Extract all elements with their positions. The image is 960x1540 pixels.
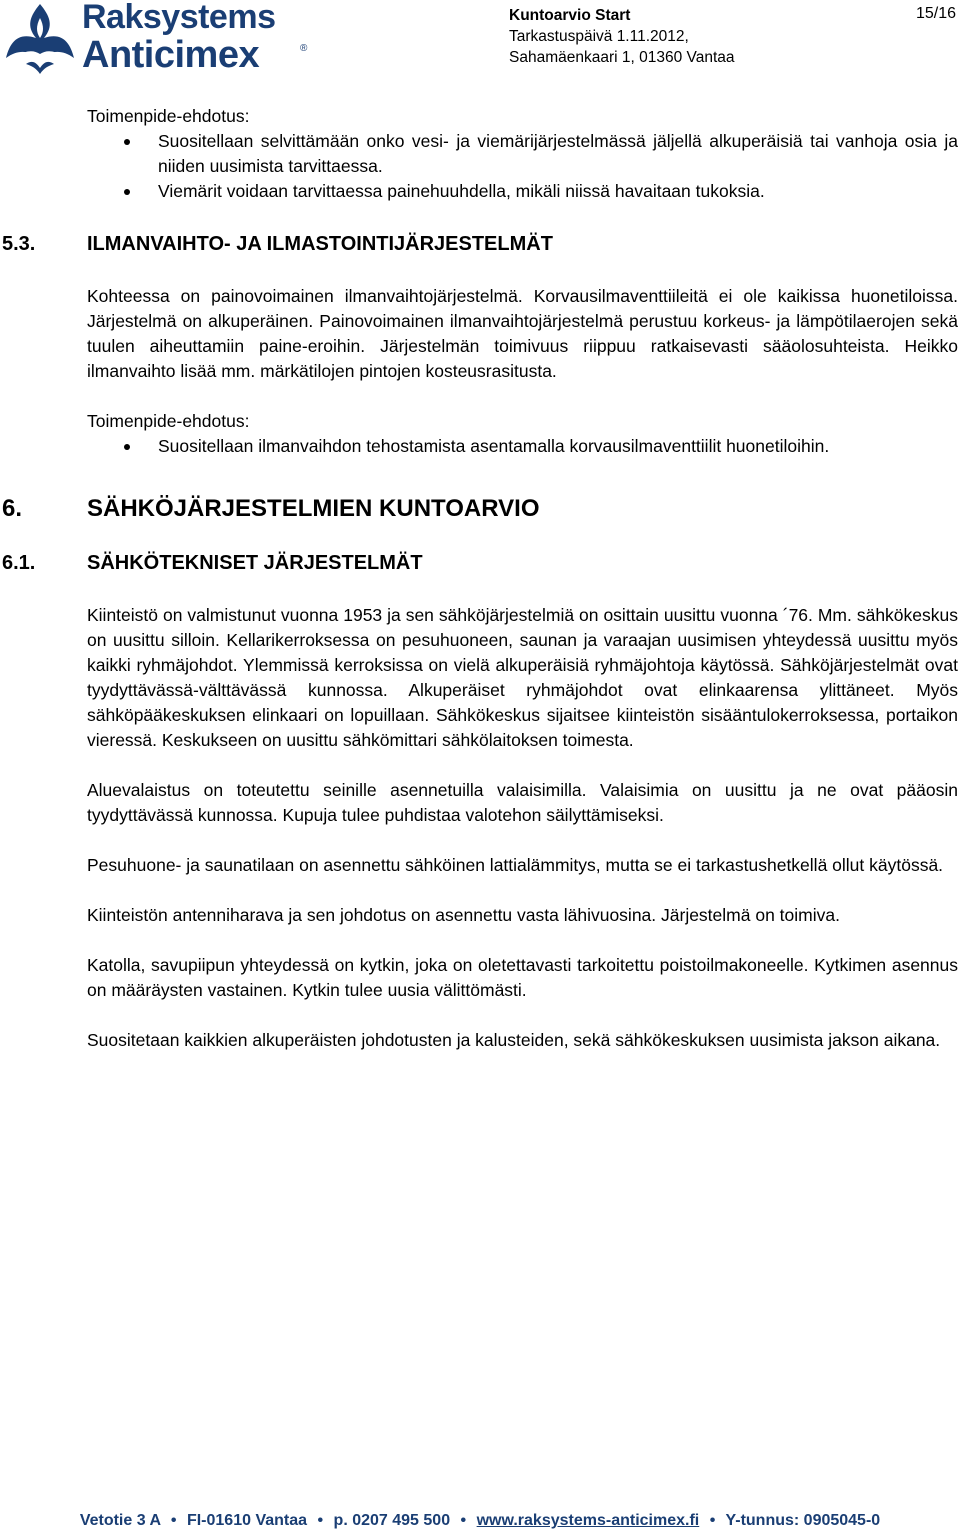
chapter-heading (2, 495, 958, 522)
footer-postal: FI-01610 Vantaa (186, 1512, 308, 1529)
document-body (2, 104, 958, 1053)
footer-separator: • (709, 1512, 716, 1529)
chapter-number: 6. (2, 495, 23, 522)
action-label: Toimenpide-ehdotus: (87, 106, 250, 126)
action-label: Toimenpide-ehdotus: (87, 411, 250, 431)
logo-text-anticimex: Anticimex (82, 34, 260, 76)
footer-separator: • (460, 1512, 467, 1529)
section-number: 5.3. (2, 233, 36, 255)
document-title: Kuntoarvio Start (509, 7, 631, 24)
footer-phone: p. 0207 495 500 (333, 1512, 451, 1529)
list-item: Suositellaan selvittämään onko vesi- ja viemärijärjestelmässä jäljellä alkuperäisiä tai vanhoja osia ja niiden uusimista tarvittaessa. (87, 129, 958, 179)
section-heading (2, 551, 958, 576)
paragraph: Kiinteistön antenniharava ja sen johdotus on asennettu vasta lähivuosina. Järjestelmä on toimiva. (87, 905, 840, 925)
registered-mark: ® (300, 43, 308, 54)
paragraph: Aluevalaistus on toteutettu seinille asennetuilla valaisimilla. Valaisimia on uusittu ja ne ovat pääosin tyydyttävässä kunnossa. Kupuja tulee puhdistaa valotehon säilyttämiseksi. (87, 780, 958, 825)
bullet-list (87, 434, 958, 459)
section-title: ILMANVAIHTO- JA ILMASTOINTIJÄRJESTELMÄT (87, 233, 553, 255)
page-footer (0, 1512, 960, 1530)
footer-address: Vetotie 3 A (79, 1512, 161, 1529)
logo-text-raksystems: Raksystems (82, 0, 276, 36)
paragraph: Kohteessa on painovoimainen ilmanvaihtojärjestelmä. Korvausilmaventtiileitä ei ole kaikissa huonetiloissa. Järjestelmä on alkuperäinen. Painovoimainen ilmanvaihtojärjestelmä perustuu korkeus- ja lämpötilaerojen sekä tuulen aiheuttamiin paine-eroihin. Järjestelmän toimivuus riippuu ratkaisevasti sääolosuhteista. Heikko ilmanvaihto lisää mm. märkätilojen pintojen kosteusrasitusta. (87, 286, 958, 381)
paragraph: Suositetaan kaikkien alkuperäisten johdotusten ja kalusteiden, sekä sähkökeskuksen uusimista jakson aikana. (87, 1030, 941, 1050)
footer-business-id: Y-tunnus: 0905045-0 (725, 1512, 881, 1529)
property-address: Sahamäenkaari 1, 01360 Vantaa (509, 49, 735, 66)
header-info (509, 5, 735, 68)
footer-separator: • (317, 1512, 324, 1529)
section-title: SÄHKÖTEKNISET JÄRJESTELMÄT (87, 552, 423, 574)
company-logo (4, 0, 314, 78)
page-number: 15/16 (915, 5, 956, 22)
footer-separator: • (170, 1512, 177, 1529)
anticimex-emblem-icon (4, 2, 76, 74)
page-header (0, 0, 960, 84)
list-item: Viemärit voidaan tarvittaessa painehuuhdella, mikäli niissä havaitaan tukoksia. (87, 179, 958, 204)
inspection-date: Tarkastuspäivä 1.11.2012, (509, 28, 689, 45)
section-number: 6.1. (2, 552, 36, 574)
list-item: Suositellaan ilmanvaihdon tehostamista asentamalla korvausilmaventtiilit huonetiloihin. (87, 434, 958, 459)
paragraph: Pesuhuone- ja saunatilaan on asennettu sähköinen lattialämmitys, mutta se ei tarkastushetkellä ollut käytössä. (87, 855, 944, 875)
bullet-list (87, 129, 958, 204)
paragraph: Kiinteistö on valmistunut vuonna 1953 ja sen sähköjärjestelmiä on osittain uusittu vuonna ´76. Mm. sähkökeskus on uusittu silloin. Kellarikerroksessa on pesuhuoneen, saunan ja varaajan uusimisen yhteydessä uusittu myös kaikki ryhmäjohdot. Ylemmissä kerroksissa on vielä alkuperäisiä ryhmäjohtoja käytössä. Sähköjärjestelmät ovat tyydyttävässä-välttävässä kunnossa. Alkuperäiset ryhmäjohdot ovat elinkaarensa ylittäneet. Myös sähköpääkeskuksen elinkaari on lopuillaan. Sähkökeskus sijaitsee kiinteistön sisääntulokerroksessa, portaikon vieressä. Keskukseen on uusittu sähkömittari sähkölaitoksen toimesta. (87, 605, 958, 750)
chapter-title: SÄHKÖJÄRJESTELMIEN KUNTOARVIO (87, 495, 540, 522)
section-heading (2, 232, 958, 257)
paragraph: Katolla, savupiipun yhteydessä on kytkin, joka on oletettavasti tarkoitettu poistoilmakoneelle. Kytkimen asennus on määräysten vastainen. Kytkin tulee uusia välittömästi. (87, 955, 958, 1000)
footer-website-link[interactable]: www.raksystems-anticimex.fi (476, 1512, 700, 1529)
